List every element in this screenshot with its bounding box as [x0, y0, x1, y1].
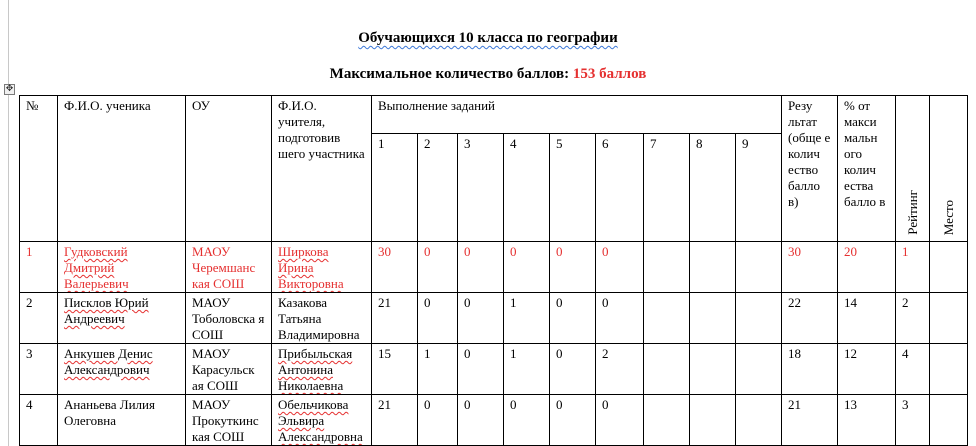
header-place: Место	[930, 96, 968, 242]
cell-num: 2	[20, 293, 58, 344]
header-num: №	[20, 96, 58, 242]
header-tasks: Выполнение заданий	[372, 96, 782, 134]
cell-task: 0	[458, 293, 504, 344]
cell-task: 2	[596, 344, 644, 395]
cell-task: 0	[550, 242, 596, 293]
task-number: 3	[458, 134, 504, 242]
cell-percent: 20	[838, 242, 896, 293]
cell-result: 22	[782, 293, 838, 344]
cell-school: МАОУ Тоболовска я СОШ	[186, 293, 272, 344]
cell-result: 30	[782, 242, 838, 293]
cell-task: 0	[550, 395, 596, 446]
header-percent: % от макси мальн ого колич ества балло в	[838, 96, 896, 242]
task-number: 6	[596, 134, 644, 242]
task-number: 9	[736, 134, 782, 242]
cell-school: МАОУ Прокуткинс кая СОШ	[186, 395, 272, 446]
cell-task	[690, 344, 736, 395]
cell-percent: 14	[838, 293, 896, 344]
cell-task: 0	[550, 344, 596, 395]
task-number: 5	[550, 134, 596, 242]
cell-rating: 3	[896, 395, 930, 446]
table-row	[20, 344, 968, 395]
header-rating: Рейтинг	[896, 96, 930, 242]
cell-task: 0	[458, 344, 504, 395]
results-table	[19, 95, 968, 446]
cell-task	[690, 395, 736, 446]
cell-task: 0	[550, 293, 596, 344]
cell-task: 0	[596, 293, 644, 344]
cell-task	[644, 293, 690, 344]
header-result: Резу льтат (обще е колич ество балло в)	[782, 96, 838, 242]
header-teacher: Ф.И.О. учителя, подготовив шего участника	[272, 96, 372, 242]
cell-num: 3	[20, 344, 58, 395]
task-number: 2	[418, 134, 458, 242]
cell-task: 1	[504, 293, 550, 344]
cell-task	[736, 242, 782, 293]
task-number: 4	[504, 134, 550, 242]
cell-student: Писклов Юрий Андреевич	[58, 293, 186, 344]
cell-task: 0	[418, 395, 458, 446]
table-row	[20, 293, 968, 344]
cell-teacher: Прибыльская Антонина Николаевна	[272, 344, 372, 395]
cell-task	[736, 293, 782, 344]
cell-result: 18	[782, 344, 838, 395]
header-student: Ф.И.О. ученика	[58, 96, 186, 242]
cell-task: 0	[418, 293, 458, 344]
cell-task: 0	[458, 395, 504, 446]
cell-task	[690, 293, 736, 344]
cell-task	[644, 344, 690, 395]
cell-rating: 1	[896, 242, 930, 293]
cell-task	[690, 242, 736, 293]
cell-task: 0	[458, 242, 504, 293]
cell-student: Анкушев Денис Александрович	[58, 344, 186, 395]
cell-teacher: Обельчикова Эльвира Александровна	[272, 395, 372, 446]
cell-teacher: Казакова Татьяна Владимировна	[272, 293, 372, 344]
cell-task	[644, 242, 690, 293]
cell-task: 0	[596, 395, 644, 446]
header-row	[20, 96, 968, 134]
cell-task: 0	[504, 242, 550, 293]
title-text: Обучающихся 10 класса по географии	[358, 30, 618, 46]
cell-place	[930, 293, 968, 344]
cell-task: 0	[504, 395, 550, 446]
cell-rating: 4	[896, 344, 930, 395]
cell-place	[930, 395, 968, 446]
table-row	[20, 395, 968, 446]
cell-task: 21	[372, 293, 418, 344]
cell-place	[930, 344, 968, 395]
document-title	[0, 30, 976, 47]
cell-task: 1	[504, 344, 550, 395]
cell-task: 0	[418, 242, 458, 293]
cell-task: 0	[596, 242, 644, 293]
cell-school: МАОУ Карасульск ая СОШ	[186, 344, 272, 395]
cell-task: 1	[418, 344, 458, 395]
cell-percent: 12	[838, 344, 896, 395]
cell-percent: 13	[838, 395, 896, 446]
max-score-value: 153 баллов	[572, 66, 647, 82]
cell-task: 21	[372, 395, 418, 446]
cell-task: 15	[372, 344, 418, 395]
cell-result: 21	[782, 395, 838, 446]
move-anchor-icon[interactable]: ✥	[5, 84, 14, 94]
cell-task	[736, 344, 782, 395]
cell-task	[644, 395, 690, 446]
document-subtitle	[0, 66, 976, 83]
max-score-label: Максимальное количество баллов:	[329, 66, 570, 82]
task-number: 1	[372, 134, 418, 242]
cell-task	[736, 395, 782, 446]
cell-student: Ананьева Лилия Олеговна	[58, 395, 186, 446]
task-number: 8	[690, 134, 736, 242]
cell-num: 1	[20, 242, 58, 293]
cell-teacher: Ширкова Ирина Викторовна	[272, 242, 372, 293]
cell-task: 30	[372, 242, 418, 293]
table-row	[20, 242, 968, 293]
cell-num: 4	[20, 395, 58, 446]
task-number: 7	[644, 134, 690, 242]
header-school: ОУ	[186, 96, 272, 242]
cell-school: МАОУ Черемшанс кая СОШ	[186, 242, 272, 293]
cell-student: Гудковский Дмитрий Валерьевич	[58, 242, 186, 293]
cell-rating: 2	[896, 293, 930, 344]
cell-place	[930, 242, 968, 293]
